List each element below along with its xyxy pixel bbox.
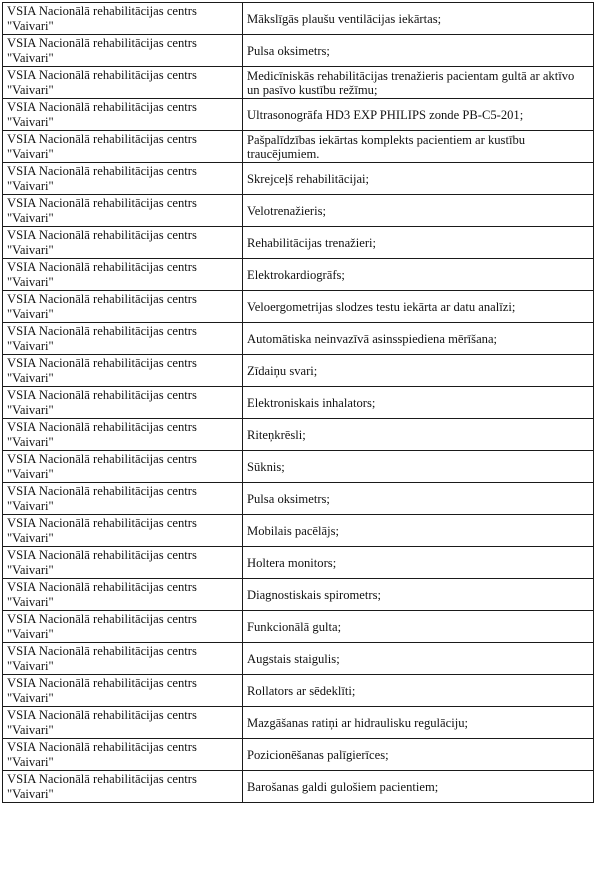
equipment-name: Pašpalīdzības iekārtas komplekts pacientiem ar kustību traucējumiem. [247, 132, 526, 161]
organization-name: VSIA Nacionālā rehabilitācijas centrs [7, 132, 197, 146]
organization-subname: "Vaivari" [7, 754, 54, 769]
organization-subname: "Vaivari" [7, 306, 54, 321]
organization-subname: "Vaivari" [7, 338, 54, 353]
organization-name: VSIA Nacionālā rehabilitācijas centrs [7, 100, 197, 114]
table-row [3, 35, 594, 67]
organization-name: VSIA Nacionālā rehabilitācijas centrs [7, 164, 197, 178]
table-row [3, 131, 594, 163]
table-row [3, 291, 594, 323]
equipment-name: Veloergometrijas slodzes testu iekārta ar datu analīzi; [247, 299, 516, 314]
organization-cell [3, 387, 243, 419]
equipment-cell [243, 707, 594, 739]
table-row [3, 451, 594, 483]
equipment-name: Elektroniskais inhalators; [247, 395, 376, 410]
organization-name: VSIA Nacionālā rehabilitācijas centrs [7, 740, 197, 754]
equipment-cell [243, 259, 594, 291]
organization-name: VSIA Nacionālā rehabilitācijas centrs [7, 420, 197, 434]
organization-name: VSIA Nacionālā rehabilitācijas centrs [7, 292, 197, 306]
organization-subname: "Vaivari" [7, 114, 54, 129]
table-row [3, 739, 594, 771]
equipment-cell [243, 99, 594, 131]
table-row [3, 67, 594, 99]
table-row [3, 355, 594, 387]
table-row [3, 259, 594, 291]
organization-name: VSIA Nacionālā rehabilitācijas centrs [7, 36, 197, 50]
equipment-cell [243, 131, 594, 163]
equipment-cell [243, 643, 594, 675]
organization-name: VSIA Nacionālā rehabilitācijas centrs [7, 612, 197, 626]
equipment-table-body [3, 3, 594, 803]
organization-cell [3, 707, 243, 739]
table-row [3, 3, 594, 35]
table-row [3, 579, 594, 611]
organization-cell [3, 3, 243, 35]
equipment-name: Medicīniskās rehabilitācijas trenažieris pacientam gultā ar aktīvo un pasīvo kustību režīmu; [247, 68, 575, 97]
organization-cell [3, 579, 243, 611]
equipment-name: Sūknis; [247, 459, 285, 474]
equipment-name: Automātiska neinvazīvā asinsspiediena mērīšana; [247, 331, 498, 346]
equipment-cell [243, 771, 594, 803]
organization-cell [3, 771, 243, 803]
organization-cell [3, 67, 243, 99]
table-row [3, 323, 594, 355]
table-row [3, 195, 594, 227]
equipment-name: Augstais staigulis; [247, 651, 340, 666]
organization-cell [3, 259, 243, 291]
organization-name: VSIA Nacionālā rehabilitācijas centrs [7, 356, 197, 370]
equipment-cell [243, 419, 594, 451]
equipment-name: Diagnostiskais spirometrs; [247, 587, 381, 602]
organization-subname: "Vaivari" [7, 242, 54, 257]
equipment-cell [243, 3, 594, 35]
organization-name: VSIA Nacionālā rehabilitācijas centrs [7, 708, 197, 722]
organization-subname: "Vaivari" [7, 178, 54, 193]
organization-cell [3, 227, 243, 259]
organization-subname: "Vaivari" [7, 562, 54, 577]
organization-cell [3, 131, 243, 163]
equipment-cell [243, 387, 594, 419]
equipment-table [2, 2, 594, 803]
organization-subname: "Vaivari" [7, 18, 54, 33]
organization-cell [3, 611, 243, 643]
equipment-name: Rehabilitācijas trenažieri; [247, 235, 377, 250]
organization-name: VSIA Nacionālā rehabilitācijas centrs [7, 324, 197, 338]
organization-subname: "Vaivari" [7, 466, 54, 481]
organization-cell [3, 35, 243, 67]
equipment-cell [243, 355, 594, 387]
organization-cell [3, 323, 243, 355]
equipment-cell [243, 323, 594, 355]
organization-name: VSIA Nacionālā rehabilitācijas centrs [7, 580, 197, 594]
organization-cell [3, 451, 243, 483]
table-row [3, 515, 594, 547]
organization-cell [3, 163, 243, 195]
equipment-cell [243, 195, 594, 227]
equipment-name: Pozicionēšanas palīgierīces; [247, 747, 389, 762]
equipment-name: Skrejceļš rehabilitācijai; [247, 171, 370, 186]
table-row [3, 419, 594, 451]
organization-name: VSIA Nacionālā rehabilitācijas centrs [7, 676, 197, 690]
organization-subname: "Vaivari" [7, 530, 54, 545]
organization-subname: "Vaivari" [7, 786, 54, 801]
organization-name: VSIA Nacionālā rehabilitācijas centrs [7, 548, 197, 562]
table-row [3, 99, 594, 131]
equipment-name: Rollators ar sēdeklīti; [247, 683, 356, 698]
organization-subname: "Vaivari" [7, 594, 54, 609]
organization-name: VSIA Nacionālā rehabilitācijas centrs [7, 4, 197, 18]
equipment-cell [243, 611, 594, 643]
organization-cell [3, 675, 243, 707]
organization-subname: "Vaivari" [7, 626, 54, 641]
table-row [3, 163, 594, 195]
equipment-cell [243, 483, 594, 515]
organization-name: VSIA Nacionālā rehabilitācijas centrs [7, 452, 197, 466]
equipment-name: Barošanas galdi gulošiem pacientiem; [247, 779, 439, 794]
equipment-cell [243, 163, 594, 195]
organization-subname: "Vaivari" [7, 658, 54, 673]
equipment-name: Ultrasonogrāfa HD3 EXP PHILIPS zonde PB-C5-201; [247, 107, 524, 122]
table-row [3, 707, 594, 739]
organization-subname: "Vaivari" [7, 50, 54, 65]
organization-name: VSIA Nacionālā rehabilitācijas centrs [7, 516, 197, 530]
equipment-name: Mākslīgās plaušu ventilācijas iekārtas; [247, 11, 442, 26]
equipment-cell [243, 675, 594, 707]
organization-cell [3, 515, 243, 547]
equipment-name: Velotrenažieris; [247, 203, 327, 218]
organization-subname: "Vaivari" [7, 82, 54, 97]
organization-subname: "Vaivari" [7, 370, 54, 385]
equipment-cell [243, 35, 594, 67]
table-row [3, 547, 594, 579]
equipment-name: Pulsa oksimetrs; [247, 491, 330, 506]
organization-subname: "Vaivari" [7, 434, 54, 449]
equipment-name: Mobilais pacēlājs; [247, 523, 339, 538]
equipment-cell [243, 227, 594, 259]
equipment-cell [243, 291, 594, 323]
equipment-cell [243, 579, 594, 611]
equipment-cell [243, 67, 594, 99]
table-row [3, 675, 594, 707]
equipment-name: Funkcionālā gulta; [247, 619, 342, 634]
organization-name: VSIA Nacionālā rehabilitācijas centrs [7, 644, 197, 658]
organization-subname: "Vaivari" [7, 722, 54, 737]
table-row [3, 227, 594, 259]
organization-subname: "Vaivari" [7, 498, 54, 513]
organization-name: VSIA Nacionālā rehabilitācijas centrs [7, 484, 197, 498]
organization-subname: "Vaivari" [7, 274, 54, 289]
table-row [3, 771, 594, 803]
organization-name: VSIA Nacionālā rehabilitācijas centrs [7, 68, 197, 82]
organization-name: VSIA Nacionālā rehabilitācijas centrs [7, 228, 197, 242]
organization-name: VSIA Nacionālā rehabilitācijas centrs [7, 772, 197, 786]
organization-cell [3, 739, 243, 771]
organization-cell [3, 643, 243, 675]
equipment-cell [243, 515, 594, 547]
table-row [3, 611, 594, 643]
organization-cell [3, 419, 243, 451]
organization-cell [3, 483, 243, 515]
equipment-name: Elektrokardiogrāfs; [247, 267, 345, 282]
table-row [3, 387, 594, 419]
equipment-name: Pulsa oksimetrs; [247, 43, 330, 58]
organization-subname: "Vaivari" [7, 210, 54, 225]
equipment-cell [243, 547, 594, 579]
equipment-cell [243, 451, 594, 483]
table-row [3, 483, 594, 515]
organization-cell [3, 291, 243, 323]
organization-subname: "Vaivari" [7, 690, 54, 705]
equipment-name: Zīdaiņu svari; [247, 363, 318, 378]
organization-subname: "Vaivari" [7, 146, 54, 161]
equipment-name: Riteņkrēsli; [247, 427, 306, 442]
organization-cell [3, 547, 243, 579]
organization-cell [3, 355, 243, 387]
equipment-cell [243, 739, 594, 771]
equipment-name: Holtera monitors; [247, 555, 337, 570]
organization-cell [3, 195, 243, 227]
organization-subname: "Vaivari" [7, 402, 54, 417]
equipment-name: Mazgāšanas ratiņi ar hidraulisku regulāciju; [247, 715, 469, 730]
table-row [3, 643, 594, 675]
organization-name: VSIA Nacionālā rehabilitācijas centrs [7, 196, 197, 210]
organization-cell [3, 99, 243, 131]
organization-name: VSIA Nacionālā rehabilitācijas centrs [7, 388, 197, 402]
organization-name: VSIA Nacionālā rehabilitācijas centrs [7, 260, 197, 274]
